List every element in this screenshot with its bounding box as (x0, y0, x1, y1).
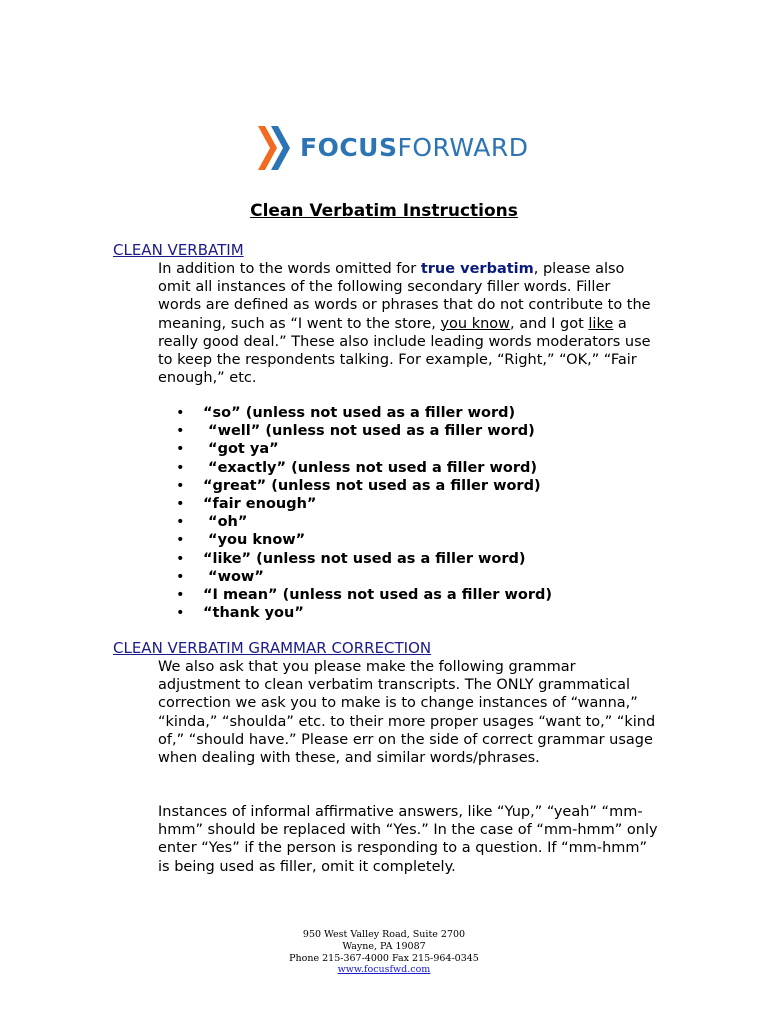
list-item: • “like” (unless not used as a filler word) (176, 550, 526, 567)
affirmative-answers-paragraph: Instances of informal affirmative answers, like “Yup,” “yeah” “mm-hmm” should be replaced with “Yes.” In the case of “mm-hmm” only enter “Yes” if the person is responding to a question. If “mm-hmm” is being used as filler, omit it completely. (158, 804, 658, 875)
footer-city: Wayne, PA 19087 (342, 940, 426, 952)
section-heading-grammar-correction: CLEAN VERBATIM GRAMMAR CORRECTION (113, 639, 432, 657)
list-item: • “wow” (176, 568, 264, 585)
list-item: • “fair enough” (176, 496, 317, 513)
list-item: • “thank you” (176, 605, 304, 622)
list-item: • “got ya” (176, 441, 279, 458)
footer (0, 929, 768, 976)
website-link[interactable]: www.focusfwd.com (337, 964, 431, 976)
chevrons-icon (258, 124, 294, 172)
list-item: • “great” (unless not used as a filler word) (176, 477, 541, 494)
list-item: • “oh” (176, 514, 248, 531)
list-item: • “well” (unless not used as a filler word) (176, 423, 535, 440)
logo-wordmark: FOCUSFORWARD (300, 133, 529, 162)
clean-verbatim-description: In addition to the words omitted for true verbatim, please also omit all instances of the following secondary filler words. Filler words are defined as words or phrases that do not contribute to the meaning, such as “I went to the store, you know, and I got like a really good deal.” These also include leading words moderators use to keep the respondents talking. For example, “Right,” “OK,” “Fair enough,” etc. (158, 261, 651, 387)
footer-phone: Phone 215-367-4000 Fax 215-964-0345 (289, 952, 479, 964)
list-item: • “I mean” (unless not used as a filler word) (176, 587, 552, 604)
company-logo (258, 124, 528, 172)
page-title: Clean Verbatim Instructions (250, 201, 518, 221)
grammar-correction-paragraph: We also ask that you please make the following grammar adjustment to clean verbatim transcripts. The ONLY grammatical correction we ask you to make is to change instances of “wanna,” “kinda,” “shoulda” etc. to their more proper usages “want to,” “kind of,” “should have.” Please err on the side of correct grammar usage when dealing with these, and similar words/phrases. (158, 659, 656, 767)
list-item: • “exactly” (unless not used a filler word) (176, 459, 538, 476)
footer-address: 950 West Valley Road, Suite 2700 (302, 929, 466, 940)
section-heading-clean-verbatim: CLEAN VERBATIM (113, 241, 244, 259)
list-item: • “you know” (176, 532, 306, 549)
filler-words-list (176, 404, 552, 622)
true-verbatim-keyword: true verbatim (420, 261, 534, 277)
list-item: • “so” (unless not used as a filler word) (176, 405, 516, 421)
